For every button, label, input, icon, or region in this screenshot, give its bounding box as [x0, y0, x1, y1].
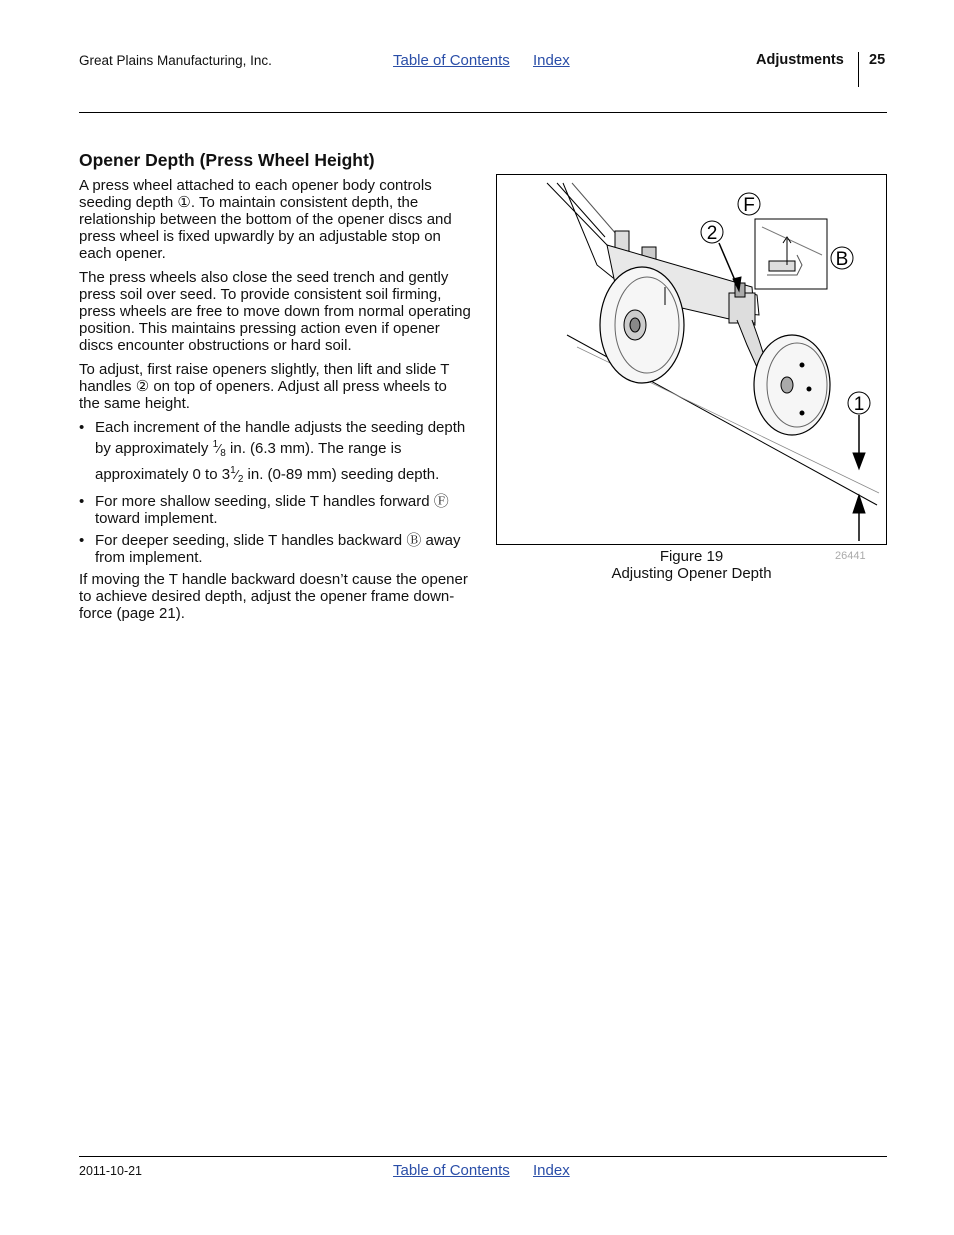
list-item: [79, 493, 471, 527]
section-title: Adjustments: [756, 52, 844, 68]
fraction-slash: ⁄: [235, 467, 238, 482]
ref-backward-symbol: Ⓑ: [406, 532, 422, 549]
bullet2-text-b: toward implement.: [95, 510, 218, 527]
footer-table-of-contents-link[interactable]: Table of Contents: [393, 1162, 510, 1179]
bullet3-text-a: For deeper seeding, slide T handles backward: [95, 532, 407, 549]
figure-number: Figure 19: [659, 548, 724, 565]
ref-t-handle-symbol: ②: [135, 378, 150, 395]
paragraph-down-force: If moving the T handle backward doesn’t cause the opener to achieve desired depth, adjust the opener frame down-force (page 21).: [79, 571, 468, 622]
footer-date: 2011-10-21: [79, 1164, 143, 1178]
bullet1-text-b: in. (6.3 mm). The range is approximately 0 to 3: [95, 440, 402, 483]
fraction-denominator: 2: [237, 474, 244, 485]
callout-1: 1: [853, 394, 865, 415]
fraction-numerator: 1: [212, 439, 219, 450]
para1-text-b: . To maintain consistent depth, the relationship between the bottom of the opener discs and press wheel is fixed upwardly by an adjustable stop on each opener.: [79, 194, 452, 262]
callout-b: B: [835, 249, 849, 270]
header-table-of-contents-link[interactable]: Table of Contents: [393, 52, 510, 69]
paragraph-adjust: [79, 361, 471, 412]
fraction-one-half: [230, 466, 243, 483]
para3-text-a: To adjust, first raise openers slightly, then lift and slide T handles: [79, 361, 450, 395]
fraction-denominator: 8: [220, 448, 226, 459]
callout-f: F: [743, 195, 755, 216]
inset-detail: [755, 219, 827, 289]
company-name: Great Plains Manufacturing, Inc.: [79, 53, 272, 68]
page-number: 25: [869, 52, 886, 68]
callout-2: 2: [706, 223, 718, 244]
bullet2-text-a: For more shallow seeding, slide T handles forward: [95, 493, 434, 510]
fraction-numerator: 1: [230, 465, 236, 476]
list-item: [79, 419, 471, 488]
paragraph-press-wheel: [79, 177, 471, 262]
figure-frame: [496, 174, 887, 545]
opener-illustration: [497, 175, 886, 544]
text-column: [79, 149, 471, 629]
section-heading: Opener Depth (Press Wheel Height): [79, 150, 375, 170]
para3-text-b: on top of openers. Adjust all press wheels to the same height.: [79, 378, 447, 412]
footer-index-link[interactable]: Index: [533, 1162, 570, 1179]
header-index-link[interactable]: Index: [533, 52, 570, 69]
bullet3-text-b: away from implement.: [95, 532, 461, 566]
ref-forward-symbol: Ⓕ: [433, 493, 449, 510]
figure-caption: [496, 548, 887, 582]
fraction-one-eighth: [213, 440, 226, 457]
para1-text-a: A press wheel attached to each opener body controls seeding depth: [79, 177, 432, 211]
paragraph-closing-trench: The press wheels also close the seed trench and gently press soil over seed. To provide consistent soil firming, press wheels are free to move down from normal operating position. This maintains pressing action even if opener discs encounter obstructions or hard soil.: [79, 269, 471, 354]
list-item: [79, 532, 471, 566]
footer-rule: [79, 1156, 887, 1157]
bullet1-text-a: Each increment of the handle adjusts the seeding depth by approximately: [95, 419, 466, 457]
ref-depth-symbol: ①: [177, 194, 191, 211]
bullet-list: [79, 419, 471, 566]
fraction-slash: ⁄: [218, 441, 221, 456]
figure-title: Adjusting Opener Depth: [611, 565, 772, 582]
figure-id: 26441: [835, 550, 866, 562]
header-rule: [79, 112, 887, 113]
bullet1-text-c: in. (0-89 mm) seeding depth.: [243, 466, 440, 483]
header-divider: [858, 52, 859, 87]
